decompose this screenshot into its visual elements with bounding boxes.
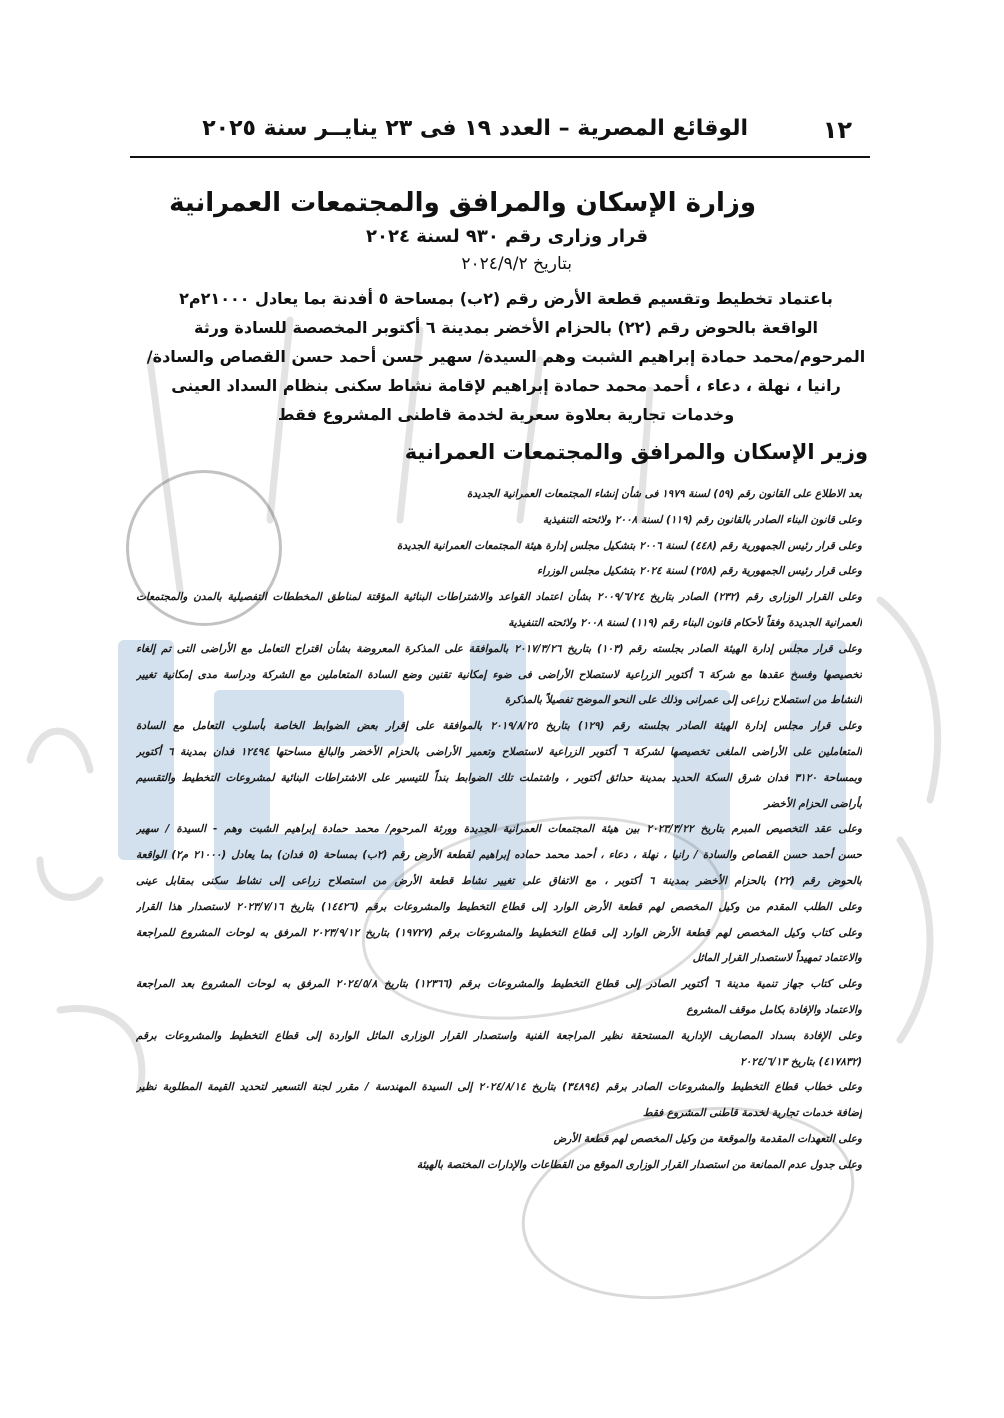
preamble-line: وعلى الطلب المقدم من وكيل المخصص لهم قطعة الأرض الوارد إلى قطاع التخطيط والمشروعات برقم (١٤٤٢٦) بتاريخ ٢٠٢٣/٧/١٦ لاستصدار هذا القرار: [136, 900, 862, 913]
scanned-preamble: [118, 482, 872, 1300]
preamble-line: وعلى عقد التخصيص المبرم بتاريخ ٢٠٢٣/٣/٢٢ بين هيئة المجتمعات العمرانية الجديدة وورثة المرحوم/ محمد حمادة إبراهيم الشبت وهم - السيدة / سهير: [136, 823, 862, 836]
preamble-line: النشاط من استصلاح زراعى إلى عمرانى وذلك على النحو الموضح تفصيلاً بالمذكرة: [504, 694, 862, 707]
preamble-line: وعلى القرار الوزارى رقم (٢٣٢) الصادر بتاريخ ٢٠٠٩/٦/٢٤ بشأن اعتماد القواعد والاشتراطات البنائية المؤقتة لمناطق المخططات التفصيلية بالمدن والمجتمعات: [136, 591, 862, 604]
preamble-line: وعلى كتاب جهاز تنمية مدينة ٦ أكتوبر الصادر إلى قطاع التخطيط والمشروعات برقم (١٢٣٦٦) بتاريخ ٢٠٢٤/٥/٨ المرفق به لوحات المشروع بعد المراجعة: [136, 978, 862, 991]
preamble-line: إضافة خدمات تجارية لخدمة قاطنى المشروع فقط: [642, 1107, 862, 1120]
summary-line: المرحوم/محمد حمادة إبراهيم الشبت وهم السيدة/ سهير حسن أحمد حسن القصاص والسادة/: [146, 347, 866, 366]
summary-line: باعتماد تخطيط وتقسيم قطعة الأرض رقم (٢ب) بمساحة ٥ أفدنة بما يعادل ٢١٠٠٠م٢: [179, 289, 833, 308]
summary-line: وخدمات تجارية بعلاوة سعرية لخدمة قاطنى المشروع فقط: [277, 405, 735, 424]
gazette-title: الوقائع المصرية – العدد ١٩ فى ٢٣ ينايــر سنة ٢٠٢٥: [202, 116, 748, 141]
preamble-line: بعد الاطلاع على القانون رقم (٥٩) لسنة ١٩٧٩ فى شأن إنشاء المجتمعات العمرانية الجديدة: [466, 488, 862, 500]
decree-date: بتاريخ ٢٠٢٤/٩/٢: [461, 254, 572, 274]
decree-number: قرار وزارى رقم ٩٣٠ لسنة ٢٠٢٤: [366, 226, 648, 247]
summary-line: رانيا ، نهلة ، دعاء ، أحمد محمد حمادة إبراهيم لإقامة نشاط سكنى بنظام السداد العينى: [171, 376, 841, 395]
preamble-line: وعلى قرار مجلس إدارة الهيئة الصادر بجلسته رقم (١٢٩) بتاريخ ٢٠١٩/٨/٢٥ بالموافقة على إقرار بعض الضوابط الخاصة بأسلوب التعامل مع السادة: [136, 720, 862, 733]
preamble-line: والاعتماد والإفادة بكامل موقف المشروع: [686, 1003, 862, 1016]
ministry-title: وزارة الإسكان والمرافق والمجتمعات العمرانية: [169, 188, 756, 218]
minister-title: وزير الإسكان والمرافق والمجتمعات العمرانية: [404, 440, 868, 464]
preamble-line: وعلى قرار مجلس إدارة الهيئة الصادر بجلسته رقم (١٠٣) بتاريخ ٢٠١٧/٣/٢٦ بالموافقة على المذكرة المعروضة بشأن اقتراح التعامل مع الأراضى التى تم إلغاء: [136, 642, 862, 655]
preamble-line: وعلى كتاب وكيل المخصص لهم قطعة الأرض الوارد إلى قطاع التخطيط والمشروعات برقم (١٩٧٢٧) بتاريخ ٢٠٢٣/٩/١٢ المرفق به لوحات المشروع للمراجعة: [136, 926, 862, 939]
preamble-line: وبمساحة ٣١٢٠ فدان شرق السكة الحديد بمدينة حدائق أكتوبر ، واشتملت تلك الضوابط بنداً للتيسير على الاشتراطات البنائية لمشروعات التخطيط والتقسيم: [136, 771, 862, 784]
preamble-line: تخصيصها وفسخ عقدها مع شركة ٦ أكتوبر الزراعية لاستصلاح الأراضى فى ضوء إمكانية تقنين وضع السادة المتعاملين مع الشركة ودراسة مدى إمكانية تغيير: [136, 668, 862, 681]
preamble-line: العمرانية الجديدة وفقاً لأحكام قانون البناء رقم (١١٩) لسنة ٢٠٠٨ ولائحته التنفيذية: [508, 616, 862, 629]
preamble-list: [136, 482, 862, 1179]
page-number: ١٢: [822, 116, 852, 144]
decree-summary: [136, 284, 876, 429]
preamble-line: وعلى قانون البناء الصادر بالقانون رقم (١١٩) لسنة ٢٠٠٨ ولائحته التنفيذية: [542, 513, 862, 526]
preamble-line: وعلى قرار رئيس الجمهورية رقم (٢٥٨) لسنة ٢٠٢٤ بتشكيل مجلس الوزراء: [536, 565, 862, 578]
preamble-line: وعلى خطاب قطاع التخطيط والمشروعات الصادر برقم (٣٤٨٩٤) بتاريخ ٢٠٢٤/٨/١٤ إلى السيدة المهندسة / مقرر لجنة التسعير لتحديد القيمة المطلوبة نظير: [136, 1081, 862, 1094]
preamble-line: وعلى جدول عدم الممانعة من استصدار القرار الوزارى الموقع من القطاعات والإدارات المختصة بالهيئة: [416, 1158, 862, 1171]
summary-line: الواقعة بالحوض رقم (٢٢) بالحزام الأخضر بمدينة ٦ أكتوبر المخصصة للسادة ورثة: [193, 318, 818, 337]
gazette-header: [130, 112, 870, 158]
preamble-line: بالحوض رقم (٢٢) بالحزام الأخضر بمدينة ٦ أكتوبر ، مع الاتفاق على تغيير نشاط قطعة الأرض من استصلاح زراعى إلى نشاط سكنى بمقابل عينى: [136, 874, 862, 887]
preamble-line: المتعاملين على الأراضى الملغى تخصيصها لشركة ٦ أكتوبر الزراعية لاستصلاح وتعمير الأراضى بالحزام الأخضر والبالغ مساحتها ١٢٤٩٤ فدان بمدينة ٦ أكتوبر: [136, 745, 862, 758]
preamble-line: حسن أحمد حسن القصاص والسادة / رانيا ، نهلة ، دعاء ، أحمد محمد حماده إبراهيم لقطعة الأرض رقم (٢ب) بمساحة (٥ فدان) بما يعادل (٢١٠٠٠ م٢) الواقعة: [136, 849, 862, 862]
preamble-line: (٤١٧٨٣٢) بتاريخ ٢٠٢٤/٦/١٣: [740, 1055, 862, 1068]
preamble-line: وعلى التعهدات المقدمة والموقعة من وكيل المخصص لهم قطعة الأرض: [553, 1132, 862, 1145]
preamble-line: بأراضى الحزام الأخضر: [764, 797, 862, 810]
preamble-line: والاعتماد تمهيداً لاستصدار القرار الماثل: [692, 952, 862, 965]
preamble-line: وعلى الإفادة بسداد المصاريف الإدارية المستحقة نظير المراجعة الفنية واستصدار القرار الوزارى الماثل الواردة إلى قطاع التخطيط والمشروعات برقم: [136, 1029, 862, 1042]
preamble-line: وعلى قرار رئيس الجمهورية رقم (٤٤٨) لسنة ٢٠٠٦ بتشكيل مجلس إدارة هيئة المجتمعات العمرانية الجديدة: [396, 539, 862, 552]
